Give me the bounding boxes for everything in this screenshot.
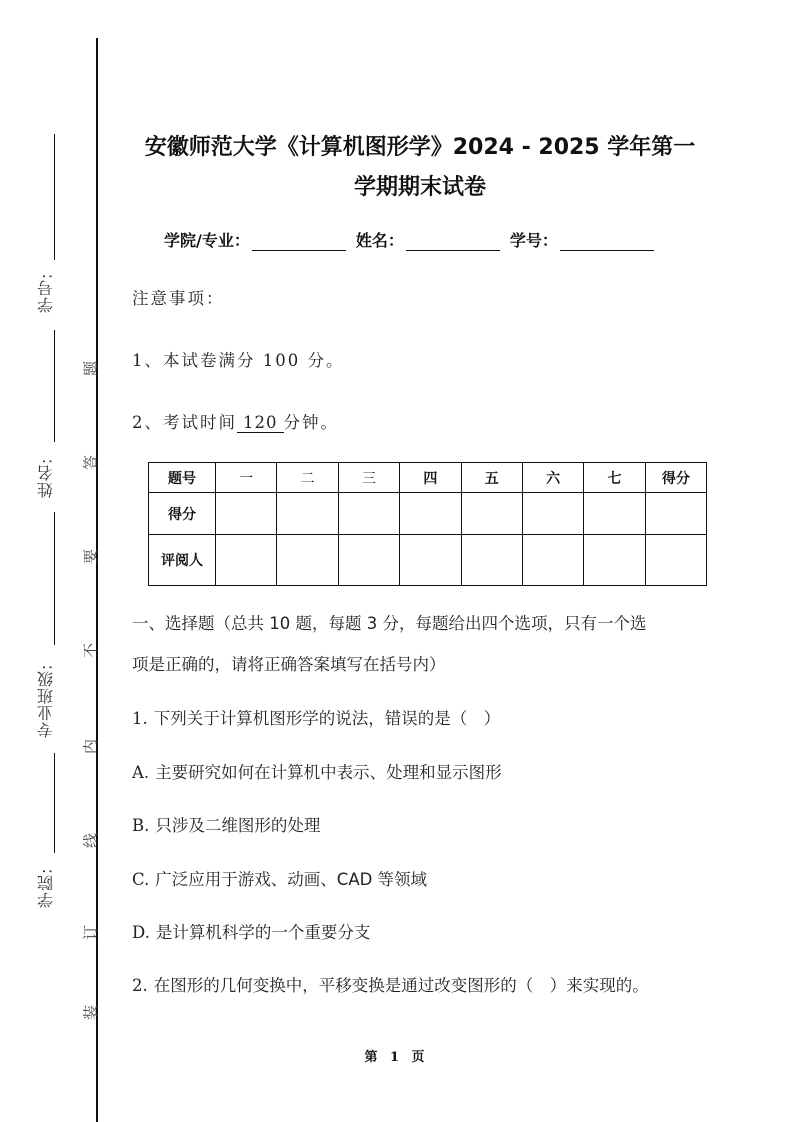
- reviewer-cell[interactable]: [216, 535, 277, 586]
- college-major-blank[interactable]: [252, 233, 346, 251]
- option-key: B.: [132, 816, 150, 835]
- option-d[interactable]: [132, 919, 370, 943]
- binding-label-name: 姓名:: [36, 457, 56, 499]
- reviewer-cell[interactable]: [338, 535, 399, 586]
- score-cell[interactable]: [277, 493, 338, 535]
- binding-label-college: 学院:: [36, 867, 56, 909]
- score-cell[interactable]: [338, 493, 399, 535]
- option-b[interactable]: [132, 812, 320, 836]
- note-item-2: [132, 409, 339, 433]
- seal-char: 装: [81, 1005, 100, 1021]
- binding-underline-class: [54, 512, 55, 645]
- header-cell: 题号: [149, 463, 216, 493]
- header-cell: 三: [338, 463, 399, 493]
- header-cell: 六: [522, 463, 583, 493]
- name-label: 姓名：: [355, 231, 404, 250]
- option-text: 是计算机科学的一个重要分支: [155, 923, 371, 942]
- score-cell[interactable]: [584, 493, 645, 535]
- binding-label-student-id: 学号:: [36, 272, 56, 314]
- note-item-2-suffix: 分钟。: [283, 413, 339, 432]
- exam-title-line1: 安徽师范大学《计算机图形学》2024 - 2025 学年第一: [144, 135, 696, 160]
- reviewer-cell[interactable]: [277, 535, 338, 586]
- page-number: 第 1 页: [364, 1050, 429, 1065]
- header-cell: 二: [277, 463, 338, 493]
- binding-underline-college: [54, 753, 55, 853]
- score-cell[interactable]: [645, 493, 706, 535]
- question-stem: 在图形的几何变换中，平移变换是通过改变图形的（ ）来实现的。: [153, 976, 649, 995]
- score-table-header-row: [149, 463, 707, 493]
- seal-char: 不: [81, 643, 100, 659]
- student-info-row: [164, 228, 664, 251]
- college-major-label: 学院/专业：: [164, 231, 250, 250]
- reviewer-cell[interactable]: [645, 535, 706, 586]
- binding-underline-name: [54, 330, 55, 442]
- binding-underline-id: [54, 134, 55, 260]
- section1-heading-line1: 一、选择题（总共 10 题，每题 3 分，每题给出四个选项，只有一个选: [132, 614, 647, 633]
- score-cell[interactable]: [522, 493, 583, 535]
- student-id-label: 学号：: [509, 231, 558, 250]
- score-cell[interactable]: [461, 493, 522, 535]
- score-table: [148, 462, 707, 586]
- seal-char: 要: [81, 549, 100, 565]
- note-item-1: 1、本试卷满分 100 分。: [132, 351, 345, 370]
- section1-heading-line2: 项是正确的，请将正确答案填写在括号内）: [132, 655, 446, 674]
- seal-char: 内: [81, 739, 100, 755]
- seal-char: 线: [81, 833, 100, 849]
- header-cell: 五: [461, 463, 522, 493]
- option-a[interactable]: [132, 759, 502, 783]
- header-cell: 七: [584, 463, 645, 493]
- exam-duration-value: 120: [237, 413, 284, 433]
- name-blank[interactable]: [406, 233, 500, 251]
- exam-title-line2: 学期期末试卷: [353, 175, 486, 200]
- notes-heading: 注意事项：: [132, 289, 225, 308]
- binding-label-class: 专业班级:: [36, 663, 56, 739]
- seal-char: 题: [81, 361, 100, 377]
- question-number: 1.: [132, 709, 148, 728]
- reviewer-cell[interactable]: [400, 535, 461, 586]
- option-text: 广泛应用于游戏、动画、CAD 等领域: [155, 870, 428, 889]
- note-item-2-prefix: 2、考试时间: [132, 413, 237, 432]
- seal-char: 答: [81, 455, 100, 471]
- question-stem: 下列关于计算机图形学的说法，错误的是（ ）: [153, 709, 501, 728]
- student-id-blank[interactable]: [560, 233, 654, 251]
- score-cell[interactable]: [216, 493, 277, 535]
- header-cell: 得分: [645, 463, 706, 493]
- option-key: D.: [132, 923, 150, 942]
- reviewer-cell[interactable]: [522, 535, 583, 586]
- option-text: 主要研究如何在计算机中表示、处理和显示图形: [155, 763, 502, 782]
- question-number: 2.: [132, 976, 148, 995]
- option-text: 只涉及二维图形的处理: [155, 816, 321, 835]
- question-2: [132, 972, 649, 996]
- option-key: A.: [132, 763, 150, 782]
- row-label: 评阅人: [149, 535, 216, 586]
- binding-line: [96, 38, 98, 1122]
- score-cell[interactable]: [400, 493, 461, 535]
- question-1: [132, 705, 500, 729]
- row-label: 得分: [149, 493, 216, 535]
- option-c[interactable]: [132, 866, 427, 890]
- seal-char: 订: [81, 925, 100, 941]
- reviewer-row: [149, 535, 707, 586]
- header-cell: 一: [216, 463, 277, 493]
- header-cell: 四: [400, 463, 461, 493]
- score-row: [149, 493, 707, 535]
- reviewer-cell[interactable]: [584, 535, 645, 586]
- option-key: C.: [132, 870, 150, 889]
- reviewer-cell[interactable]: [461, 535, 522, 586]
